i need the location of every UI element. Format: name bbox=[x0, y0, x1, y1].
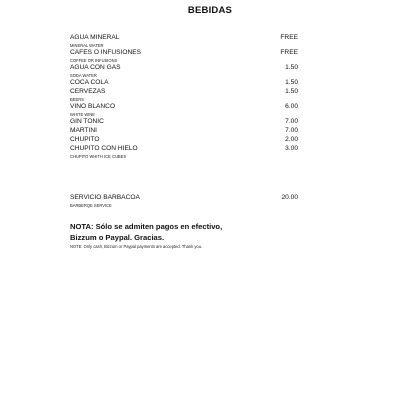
item-price: 1.50 bbox=[285, 79, 298, 86]
item-name: CAFES O INFUSIONES bbox=[70, 49, 142, 56]
item-name: COCA COLA bbox=[70, 79, 109, 86]
list-item bbox=[70, 34, 298, 43]
item-translation: WHITE WINE bbox=[70, 112, 96, 117]
item-translation: MINERAL WATER bbox=[70, 43, 104, 48]
item-name: GIN TONIC bbox=[70, 118, 104, 125]
item-price: 3.00 bbox=[285, 145, 298, 152]
item-name: CHUPITO bbox=[70, 136, 100, 143]
item-price: 1.50 bbox=[285, 64, 298, 71]
list-item bbox=[70, 127, 298, 136]
list-item bbox=[70, 103, 298, 112]
item-price: 1.50 bbox=[285, 88, 298, 95]
list-item bbox=[70, 118, 298, 127]
item-name: VINO BLANCO bbox=[70, 103, 116, 110]
list-item bbox=[70, 88, 298, 97]
service-name: SERVICIO BARBACOA bbox=[70, 194, 140, 201]
item-translation: BEERS bbox=[70, 97, 84, 102]
item-price: FREE bbox=[280, 34, 298, 41]
page-title: BEBIDAS bbox=[187, 5, 233, 16]
item-name: CHUPITO CON HIELO bbox=[70, 145, 138, 152]
item-price: 6.00 bbox=[285, 103, 298, 110]
service-translation: BARBERQE SERVICE bbox=[70, 203, 112, 208]
payment-note bbox=[70, 221, 270, 243]
payment-note-english: NOTE: Only cash, Bizzum or Paypal payments are accepted. Thank you. bbox=[70, 244, 203, 249]
list-item bbox=[70, 79, 298, 88]
drinks-list bbox=[70, 34, 298, 160]
item-price: 7.00 bbox=[285, 118, 298, 125]
item-price: 7.00 bbox=[285, 127, 298, 134]
list-item bbox=[70, 49, 298, 58]
list-item bbox=[70, 194, 298, 203]
item-translation: CHUPITO WHITH ICE CUBES bbox=[70, 154, 127, 159]
item-name: MARTINI bbox=[70, 127, 97, 134]
list-item bbox=[70, 64, 298, 73]
item-price: 2.00 bbox=[285, 136, 298, 143]
item-translation: SODA WATER bbox=[70, 73, 97, 78]
list-item bbox=[70, 136, 298, 145]
item-name: CERVEZAS bbox=[70, 88, 106, 95]
service-section bbox=[70, 194, 298, 209]
item-name: AGUA MINERAL bbox=[70, 34, 120, 41]
payment-note-line-1: NOTA: Sólo se admiten pagos en efectivo, bbox=[70, 222, 223, 231]
item-price: FREE bbox=[280, 49, 298, 56]
item-name: AGUA CON GAS bbox=[70, 64, 121, 71]
payment-note-line-2: Bizzum o Paypal. Gracias. bbox=[70, 233, 165, 242]
service-price: 20.00 bbox=[281, 194, 298, 201]
list-item bbox=[70, 145, 298, 154]
item-translation: COFFEE OR INFUSIONS bbox=[70, 58, 118, 63]
